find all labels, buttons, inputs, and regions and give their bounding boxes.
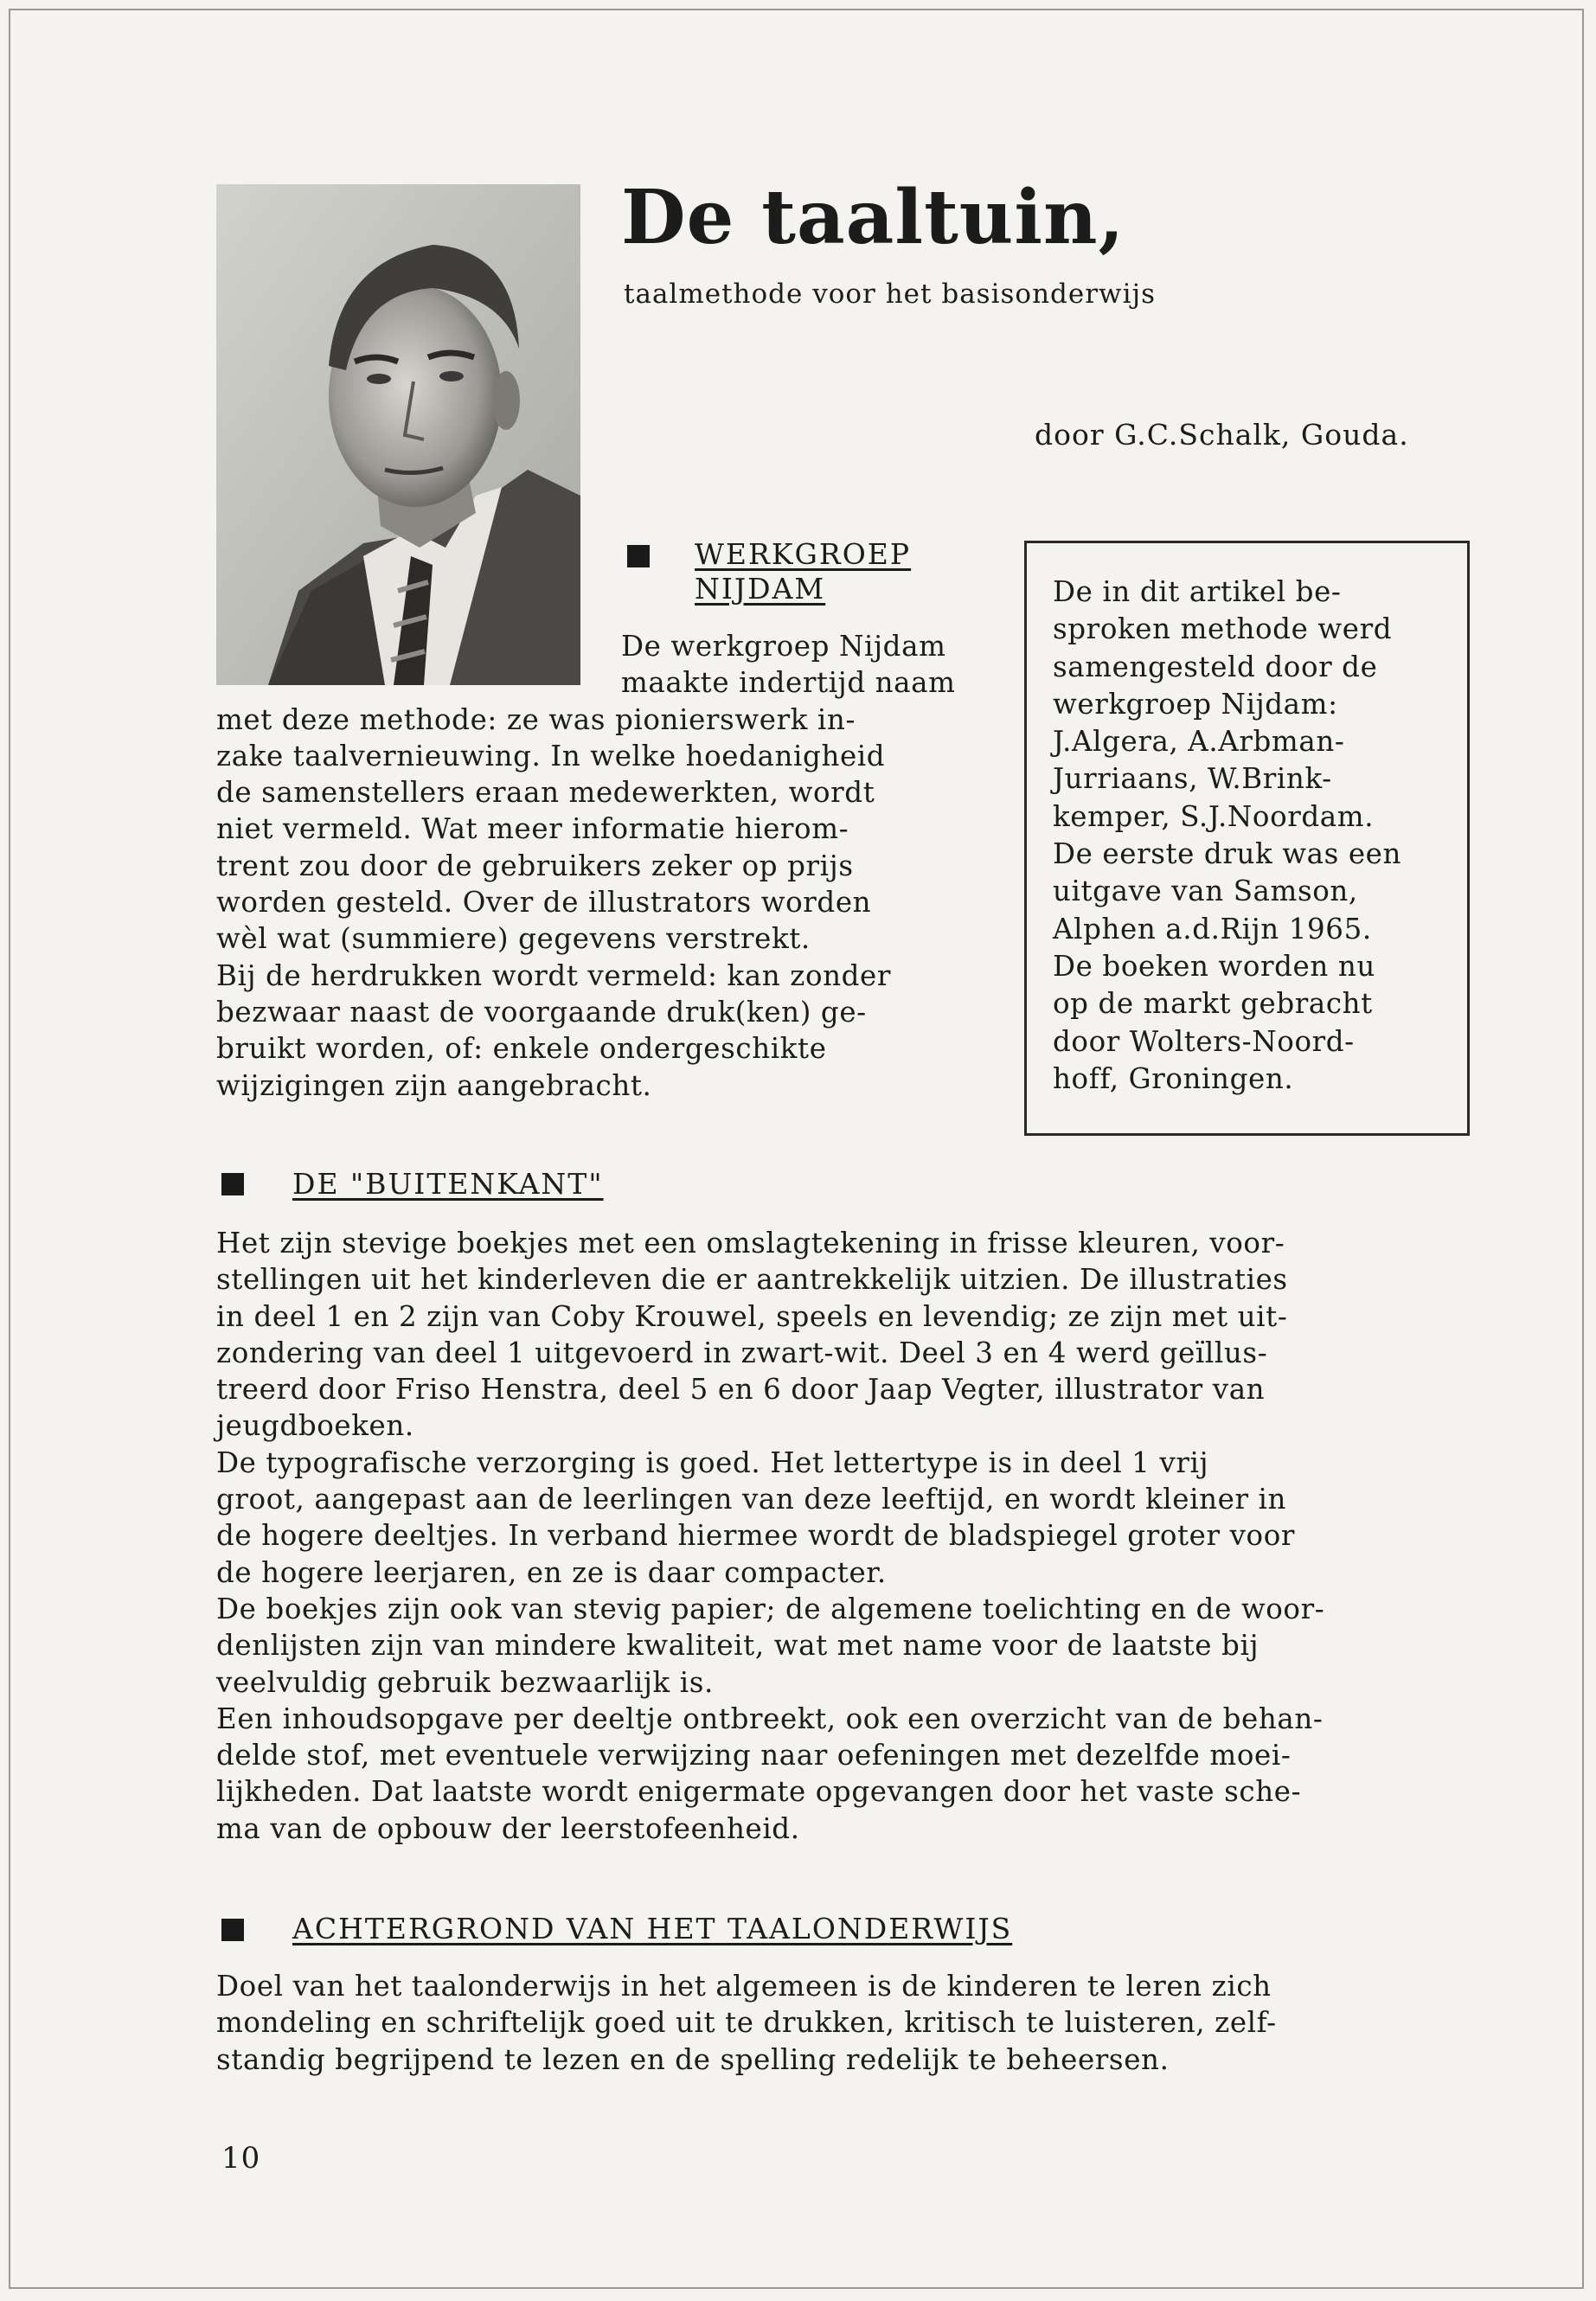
portrait-illustration [216, 184, 580, 685]
section-bullet-buitenkant [221, 1173, 244, 1195]
text-line: jeugdboeken. [216, 1409, 414, 1443]
text-line: De werkgroep Nijdam [621, 630, 946, 663]
text-line: Jurriaans, W.Brink- [1053, 762, 1332, 796]
text-line: samengesteld door de [1053, 650, 1378, 683]
text-line: De boeken worden nu [1053, 949, 1375, 983]
text-line: groot, aangepast aan de leerlingen van deze leeftijd, en wordt kleiner in [216, 1483, 1287, 1516]
text-line: wèl wat (summiere) gegevens verstrekt. [216, 922, 811, 956]
heading-line: WERKGROEP [695, 537, 912, 571]
text-line: standig begrijpend te lezen en de spelling redelijk te beheersen. [216, 2042, 1170, 2076]
text-line: treerd door Friso Henstra, deel 5 en 6 door Jaap Vegter, illustrator van [216, 1373, 1266, 1407]
info-box [1024, 541, 1470, 1136]
text-line: bruikt worden, of: enkele ondergeschikte [216, 1032, 827, 1066]
text-line: op de markt gebracht [1053, 987, 1373, 1021]
text-line: bezwaar naast de voorgaande druk(ken) ge- [216, 995, 867, 1029]
text-line: ma van de opbouw der leerstofeenheid. [216, 1811, 800, 1845]
info-box-text [1053, 574, 1401, 1098]
section-bullet-achtergrond [221, 1919, 244, 1941]
text-line: met deze methode: ze was pionierswerk in- [216, 702, 856, 736]
text-line: lijkheden. Dat laatste wordt enigermate opgevangen door het vaste sche- [216, 1775, 1302, 1809]
text-line: Bij de herdrukken wordt vermeld: kan zonder [216, 958, 892, 992]
text-line: wijzigingen zijn aangebracht. [216, 1068, 652, 1102]
text-line: zondering van deel 1 uitgevoerd in zwart-wit. Deel 3 en 4 werd geïllus- [216, 1336, 1268, 1369]
text-line: werkgroep Nijdam: [1053, 687, 1338, 721]
text-line: in deel 1 en 2 zijn van Coby Krouwel, speels en levendig; ze zijn met uit- [216, 1299, 1288, 1333]
text-line: uitgave van Samson, [1053, 875, 1358, 908]
page-number: 10 [221, 2141, 261, 2176]
text-line: maakte indertijd naam [621, 666, 956, 700]
text-line: stellingen uit het kinderleven die er aantrekkelijk uitzien. De illustraties [216, 1263, 1288, 1297]
text-line: trent zou door de gebruikers zeker op prijs [216, 849, 854, 882]
achtergrond-paragraph [216, 1968, 1277, 2078]
text-line: door Wolters-Noord- [1053, 1024, 1355, 1058]
section-heading-werkgroep [695, 537, 911, 606]
section-bullet-werkgroep [627, 545, 650, 567]
werkgroep-paragraph [216, 628, 956, 1104]
text-line: zake taalvernieuwing. In welke hoedanigheid [216, 739, 886, 772]
heading-line: NIJDAM [695, 571, 826, 606]
text-line: De typografische verzorging is goed. Het lettertype is in deel 1 vrij [216, 1445, 1209, 1479]
text-line: J.Algera, A.Arbman- [1053, 725, 1345, 759]
text-line: delde stof, met eventuele verwijzing naar oefeningen met dezelfde moei- [216, 1739, 1292, 1772]
section-heading-achtergrond: ACHTERGROND VAN HET TAALONDERWIJS [292, 1912, 1013, 1945]
text-line: hoff, Groningen. [1053, 1061, 1294, 1095]
text-line: Alphen a.d.Rijn 1965. [1053, 912, 1372, 945]
text-line: denlijsten zijn van mindere kwaliteit, wat met name voor de laatste bij [216, 1629, 1259, 1663]
text-line: niet vermeld. Wat meer informatie hierom- [216, 812, 849, 846]
text-line: de hogere deeltjes. In verband hiermee wordt de bladspiegel groter voor [216, 1519, 1296, 1553]
text-line: Een inhoudsopgave per deeltje ontbreekt, ook een overzicht van de behan- [216, 1702, 1324, 1735]
article-title: De taaltuin, [621, 174, 1125, 261]
text-line: De eerste druk was een [1053, 837, 1402, 871]
text-line: kemper, S.J.Noordam. [1053, 799, 1375, 833]
buitenkant-paragraph [216, 1225, 1324, 1847]
text-line: mondeling en schriftelijk goed uit te drukken, kritisch te luisteren, zelf- [216, 2006, 1277, 2040]
section-heading-buitenkant: DE "BUITENKANT" [292, 1167, 604, 1201]
text-line: de hogere leerjaren, en ze is daar compacter. [216, 1555, 887, 1589]
portrait-photo [216, 184, 580, 685]
text-line: De in dit artikel be- [1053, 575, 1342, 608]
text-line: veelvuldig gebruik bezwaarlijk is. [216, 1665, 714, 1699]
text-line: De boekjes zijn ook van stevig papier; de algemene toelichting en de woor- [216, 1592, 1325, 1625]
text-line: worden gesteld. Over de illustrators worden [216, 886, 872, 920]
text-line: Doel van het taalonderwijs in het algemeen is de kinderen te leren zich [216, 1970, 1272, 2003]
text-line: sproken methode werd [1053, 612, 1393, 646]
article-author: door G.C.Schalk, Gouda. [1035, 418, 1409, 452]
article-subtitle: taalmethode voor het basisonderwijs [624, 279, 1157, 310]
text-line: Het zijn stevige boekjes met een omslagtekening in frisse kleuren, voor- [216, 1227, 1285, 1259]
text-line: de samenstellers eraan medewerkten, wordt [216, 776, 875, 810]
